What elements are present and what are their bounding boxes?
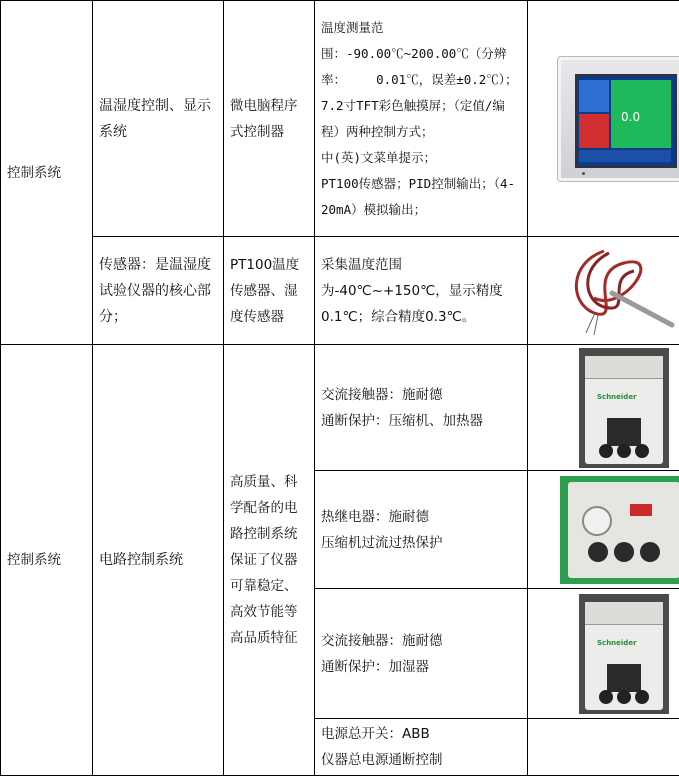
controller-screen-value: 0.0 — [621, 104, 640, 130]
table-row — [1, 1, 679, 237]
system-cell — [1, 345, 93, 776]
image-cell — [528, 471, 679, 589]
description-cell: 电源总开关：ABB 仪器总电源通断控制 — [315, 719, 528, 776]
description-cell: 交流接触器：施耐德 通断保护：压缩机、加热器 — [315, 345, 528, 471]
image-cell — [528, 237, 679, 345]
system-cell — [1, 1, 93, 345]
table-row — [1, 345, 679, 471]
image-cell — [528, 1, 679, 237]
type-cell — [224, 237, 315, 345]
thermal-relay-image — [560, 476, 679, 584]
subsystem-label: 传感器：是温湿度试验仪器的核心部分； — [99, 257, 211, 325]
sensor-image — [528, 243, 679, 339]
system-label: 控制系统 — [7, 552, 61, 568]
image-cell — [528, 589, 679, 719]
description-cell: 交流接触器：施耐德 通断保护：加湿器 — [315, 589, 528, 719]
type-label: 高质量、科学配备的电路控制系统保证了仪器可靠稳定、高效节能等高品质特征 — [230, 474, 298, 646]
description-cell: 热继电器：施耐德 压缩机过流过热保护 — [315, 471, 528, 589]
subsystem-label: 电路控制系统 — [99, 552, 183, 568]
type-label: PT100温度传感器、湿度传感器 — [230, 257, 299, 325]
subsystem-cell — [93, 237, 224, 345]
image-cell — [528, 345, 679, 471]
subsystem-cell — [93, 345, 224, 776]
contactor-image: Schneider — [579, 348, 669, 468]
description-cell: 温度测量范围：-90.00℃~200.00℃（分辨率： 0.01℃，误差±0.2℃）； 7.2寸TFT彩色触摸屏；（定值/编程）两种控制方式； 中(英)文菜单提示； PT100传感器；PID控制输出；（4-20mA）模拟输出； — [315, 1, 528, 237]
controller-image — [557, 56, 679, 182]
subsystem-cell — [93, 1, 224, 237]
description-cell: 采集温度范围为-40℃~+150℃，显示精度0.1℃；综合精度0.3℃。 — [315, 237, 528, 345]
contactor-image: Schneider — [579, 594, 669, 714]
type-cell — [224, 1, 315, 237]
type-label: 微电脑程序式控制器 — [230, 98, 298, 140]
image-cell — [528, 719, 679, 776]
table-row — [1, 237, 679, 345]
subsystem-label: 温湿度控制、显示系统 — [99, 98, 211, 140]
type-cell — [224, 345, 315, 776]
system-label: 控制系统 — [7, 165, 61, 181]
